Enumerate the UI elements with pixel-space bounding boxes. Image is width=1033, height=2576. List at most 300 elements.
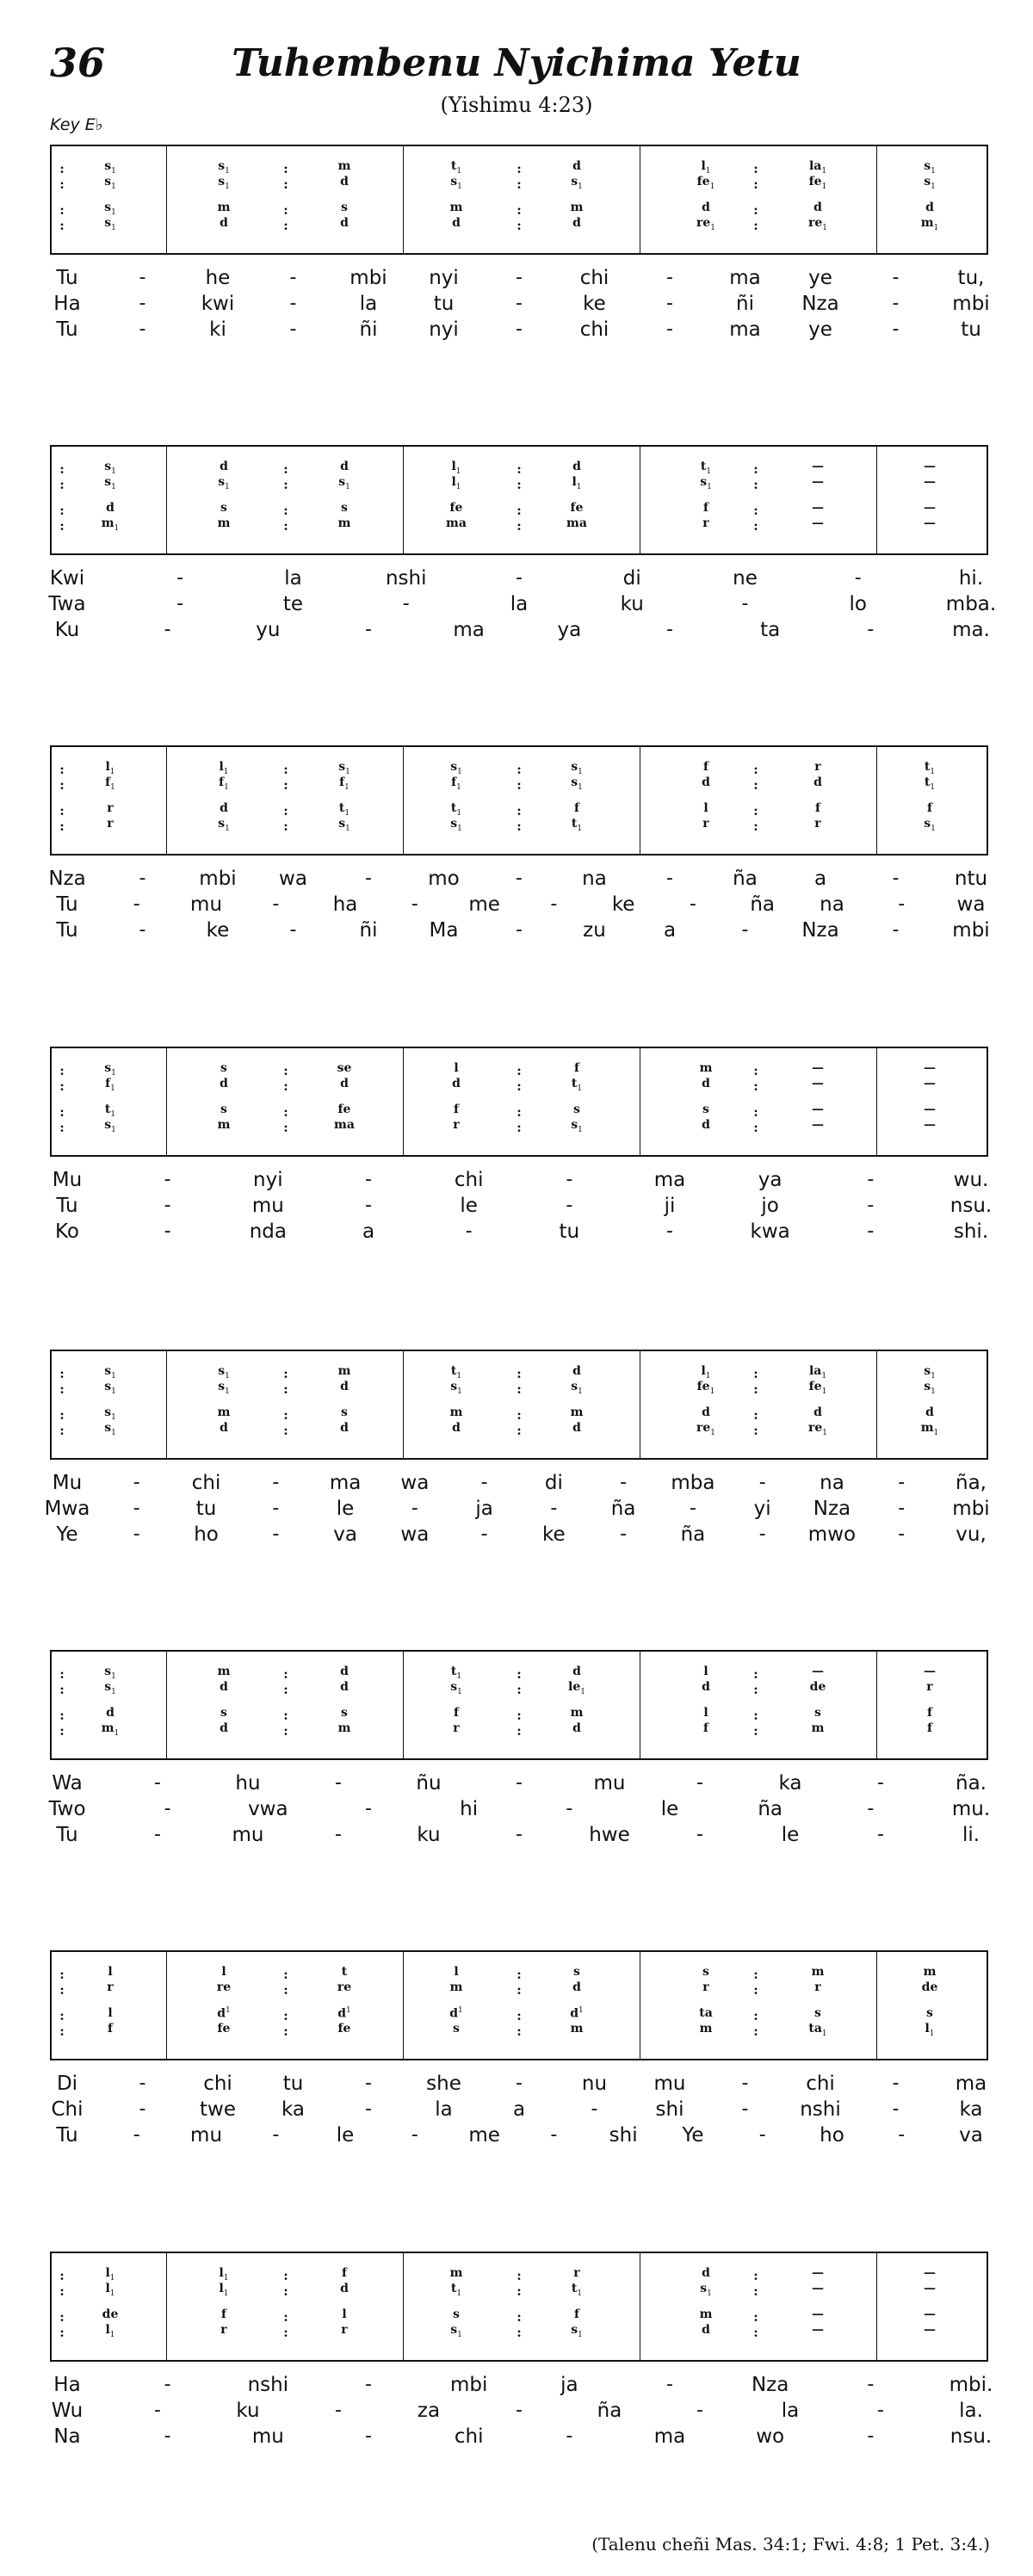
solfa-note: f (573, 2307, 580, 2321)
lyric-hyphen: - (411, 1498, 418, 1519)
solfa-note: $s_1$ (450, 2323, 462, 2339)
lyric-hyphen: - (867, 1220, 875, 1242)
lyric-hyphen: - (133, 1523, 140, 1545)
solfa-note: de (102, 2307, 119, 2321)
solfa-note: d (572, 1421, 581, 1435)
solfa-note: m (570, 1405, 584, 1419)
solfa-note: fe (337, 1103, 351, 1116)
solfa-note: l (703, 1706, 708, 1720)
lyric-syllable: na (582, 868, 607, 890)
lyric-syllable: mu (593, 1772, 626, 1795)
lyric-hyphen: - (139, 2098, 146, 2120)
solfa-note: d (106, 501, 114, 515)
solfa-note: $re_1$ (696, 216, 716, 232)
solfa-note: — (924, 2323, 936, 2337)
beat-colon: : (516, 1407, 522, 1423)
solfa-note: d (702, 1680, 710, 1694)
beat-colon: : (59, 777, 65, 793)
beat-colon: : (283, 1120, 288, 1135)
lyric-syllable: va (333, 1523, 357, 1546)
lyric-hyphen: - (154, 1824, 161, 1845)
solfa-note: l (703, 801, 708, 815)
solfa-note: m (217, 1118, 231, 1132)
lyric-syllable: ku (620, 593, 644, 615)
lyric-hyphen: - (516, 293, 523, 314)
beat-colon: : (516, 1063, 522, 1078)
solfa-note: — (812, 2307, 824, 2321)
solfa-note: r (107, 1980, 114, 1994)
lyric-syllable: Twa (48, 593, 86, 615)
lyric-syllable: la (781, 2400, 800, 2422)
solfa-note: $s_1$ (104, 1405, 116, 1422)
solfa-note: — (812, 1061, 824, 1075)
solfa-note: $l_1$ (572, 475, 582, 491)
solfa-note: s (220, 501, 227, 515)
lyric-syllable: na (820, 893, 844, 916)
lyric-syllable: ña (758, 1798, 782, 1820)
lyric-syllable: ma (329, 1472, 362, 1494)
solfa-note: d (813, 201, 822, 214)
beat-colon: : (283, 218, 288, 233)
solfa-note: d (925, 1405, 934, 1419)
lyric-hyphen: - (272, 1523, 280, 1545)
lyric-syllable: Ku (54, 619, 80, 641)
lyric-hyphen: - (289, 267, 297, 288)
beat-colon: : (753, 1381, 758, 1397)
lyric-syllable: ke (206, 919, 230, 942)
lyric-syllable: mu (251, 2425, 284, 2448)
lyric-syllable: la. (959, 2400, 983, 2422)
solfa-note: — (924, 475, 936, 489)
lyric-syllable: mbi (199, 868, 237, 890)
solfa-note: d (572, 460, 581, 473)
lyric-syllable: ñi (359, 919, 378, 942)
lyric-syllable: mbi (952, 293, 990, 315)
solfa-note: f (702, 1721, 709, 1735)
solfa-note: — (812, 1103, 824, 1116)
solfa-note: $s_1$ (218, 175, 230, 191)
beat-colon: : (516, 1078, 522, 1094)
lyric-syllable: chi (579, 267, 609, 289)
lyric-hyphen: - (411, 2124, 418, 2146)
lyric-syllable: ma (653, 1169, 686, 1191)
lyric-hyphen: - (566, 2425, 573, 2447)
solfa-note: d (220, 216, 228, 230)
beat-colon: : (59, 1682, 65, 1697)
solfa-note: d (340, 460, 349, 473)
solfa-note: r (814, 817, 821, 831)
beat-colon: : (753, 2309, 758, 2325)
lyric-syllable: ma (653, 2425, 686, 2448)
solfa-note: — (924, 1103, 936, 1116)
solfa-note: $d^1$ (570, 2006, 584, 2021)
solfa-note: $s_1$ (104, 175, 116, 191)
solfa-note: m (449, 1980, 463, 1994)
solfa-note: $l_1$ (701, 1364, 711, 1381)
lyric-hyphen: - (867, 619, 875, 640)
solfa-note: $s_1$ (104, 216, 116, 232)
bar-line (876, 1952, 877, 2059)
lyric-hyphen: - (133, 1472, 140, 1493)
lyric-syllable: ña, (956, 1472, 987, 1494)
solfa-note: $t_1$ (571, 1077, 583, 1093)
lyric-syllable: nyi (429, 267, 459, 289)
beat-colon: : (516, 161, 522, 176)
beat-colon: : (516, 1120, 522, 1135)
solfa-staff (50, 1650, 988, 1760)
solfa-note: $s_1$ (218, 1364, 230, 1381)
beat-colon: : (753, 1366, 758, 1381)
solfa-note: $re_1$ (807, 1421, 828, 1437)
lyric-hyphen: - (465, 1220, 473, 1242)
lyric-hyphen: - (666, 619, 673, 640)
beat-colon: : (59, 176, 65, 192)
lyric-syllable: Tu (56, 2124, 78, 2147)
beat-colon: : (516, 1708, 522, 1723)
lyric-syllable: chi (191, 1472, 221, 1494)
lyric-syllable: mu (232, 1824, 264, 1846)
lyrics-block (44, 1472, 990, 1556)
lyric-syllable: nsu. (949, 2425, 993, 2448)
solfa-note: $s_1$ (571, 760, 583, 776)
lyric-hyphen: - (139, 919, 146, 941)
solfa-note: $s_1$ (104, 1364, 116, 1381)
bar-line (403, 1351, 404, 1458)
beat-colon: : (283, 2023, 288, 2039)
lyric-hyphen: - (365, 619, 372, 640)
solfa-note: $t_1$ (571, 817, 583, 833)
solfa-note: $fe_1$ (808, 1380, 827, 1396)
lyric-syllable: Tu (56, 267, 78, 289)
solfa-note: d (702, 201, 710, 214)
solfa-note: $s_1$ (104, 1061, 116, 1078)
solfa-note: $t_1$ (450, 801, 462, 818)
solfa-note: $s_1$ (218, 159, 230, 176)
solfa-note: $fe_1$ (696, 1380, 715, 1396)
lyric-hyphen: - (480, 1523, 488, 1545)
lyric-syllable: ne (733, 567, 758, 590)
lyric-syllable: tu (195, 1498, 217, 1520)
solfa-note: m (811, 1721, 825, 1735)
solfa-note: d (220, 801, 228, 815)
lyric-hyphen: - (566, 1169, 573, 1190)
solfa-note: d (220, 1721, 228, 1735)
solfa-note: $t_1$ (450, 1364, 462, 1381)
beat-colon: : (753, 503, 758, 518)
lyric-syllable: Ma (429, 919, 459, 942)
lyrics-block (50, 269, 988, 351)
lyric-hyphen: - (139, 868, 146, 889)
beat-colon: : (516, 803, 522, 819)
beat-colon: : (283, 1407, 288, 1423)
beat-colon: : (283, 1366, 288, 1381)
lyric-hyphen: - (272, 893, 280, 915)
bar-line (876, 146, 877, 253)
beat-colon: : (516, 2309, 522, 2325)
solfa-note: fe (337, 2022, 351, 2035)
solfa-note: f (926, 801, 933, 815)
lyric-syllable: jo (761, 1195, 779, 1217)
lyric-syllable: tu (433, 293, 455, 315)
lyric-hyphen: - (516, 1772, 523, 1794)
solfa-note: $l_1$ (219, 2282, 229, 2298)
beat-colon: : (516, 777, 522, 793)
lyric-syllable: wa (956, 893, 986, 916)
lyric-syllable: le (781, 1824, 800, 1846)
beat-colon: : (59, 1982, 65, 1998)
solfa-note: $m_1$ (920, 1421, 939, 1437)
lyric-hyphen: - (550, 2124, 558, 2146)
solfa-note: s (453, 2307, 460, 2321)
lyric-syllable: nu (581, 2073, 608, 2095)
solfa-note: m (699, 2022, 713, 2035)
solfa-note: s (453, 2022, 460, 2035)
lyric-hyphen: - (892, 2073, 900, 2094)
solfa-note: m (449, 1405, 463, 1419)
beat-colon: : (59, 803, 65, 819)
beat-colon: : (283, 1982, 288, 1998)
beat-colon: : (516, 461, 522, 477)
solfa-note: r (107, 817, 114, 831)
solfa-note: ma (446, 516, 467, 530)
beat-colon: : (516, 176, 522, 192)
solfa-note: $l_1$ (701, 159, 711, 176)
lyric-syllable: Mu (52, 1472, 83, 1494)
solfa-note: t (341, 1965, 348, 1979)
beat-colon: : (283, 1708, 288, 1723)
beat-colon: : (283, 1682, 288, 1697)
solfa-note: $l_1$ (105, 2323, 115, 2339)
solfa-note: $m_1$ (101, 1721, 120, 1738)
beat-colon: : (753, 1063, 758, 1078)
lyric-hyphen: - (550, 893, 558, 915)
lyric-syllable: Mwa (44, 1498, 90, 1520)
beat-colon: : (283, 477, 288, 492)
solfa-staff (50, 2252, 988, 2362)
lyrics-block (50, 2074, 988, 2157)
solfa-note: $s_1$ (571, 775, 583, 792)
solfa-note: r (814, 1980, 821, 1994)
lyric-hyphen: - (365, 2098, 372, 2120)
lyric-syllable: di (622, 567, 641, 590)
solfa-note: m (699, 2307, 713, 2321)
beat-colon: : (59, 2283, 65, 2299)
lyric-syllable: he (205, 267, 231, 289)
lyric-syllable: Ye (682, 2124, 704, 2147)
hymn-number: 36 (50, 40, 106, 86)
lyric-syllable: hi. (958, 567, 984, 590)
solfa-note: $fe_1$ (808, 175, 827, 191)
lyric-hyphen: - (758, 1472, 766, 1493)
solfa-note: s (220, 1706, 227, 1720)
beat-colon: : (283, 1078, 288, 1094)
lyric-syllable: ya (758, 1169, 782, 1191)
lyric-syllable: Ko (54, 1220, 80, 1243)
beat-colon: : (516, 1423, 522, 1438)
lyric-syllable: li. (962, 1824, 980, 1846)
solfa-note: $m_1$ (920, 216, 939, 232)
key-signature: Key E♭ (50, 115, 103, 134)
lyric-syllable: ntu (954, 868, 988, 890)
solfa-note: $t_1$ (450, 159, 462, 176)
lyric-hyphen: - (272, 1498, 280, 1519)
beat-colon: : (753, 461, 758, 477)
bar-line (876, 1351, 877, 1458)
solfa-note: $re_1$ (696, 1421, 716, 1437)
solfa-note: l (342, 2307, 347, 2321)
lyric-syllable: te (282, 593, 304, 615)
beat-colon: : (283, 2268, 288, 2283)
bar-line (876, 1652, 877, 1758)
lyric-syllable: va (959, 2124, 983, 2147)
lyric-hyphen: - (741, 593, 749, 615)
lyric-syllable: nshi (385, 567, 427, 590)
solfa-note: r (814, 760, 821, 774)
lyric-hyphen: - (620, 1472, 628, 1493)
lyric-syllable: Kwi (49, 567, 85, 590)
lyric-hyphen: - (139, 2073, 146, 2094)
lyric-syllable: vu, (956, 1523, 987, 1546)
solfa-note: — (812, 516, 824, 530)
solfa-note: d (220, 1077, 228, 1090)
bar-line (403, 146, 404, 253)
solfa-note: r (702, 516, 709, 530)
solfa-staff (50, 1350, 988, 1460)
beat-colon: : (283, 518, 288, 534)
solfa-note: $s_1$ (450, 1380, 462, 1396)
lyric-syllable: za (417, 2400, 441, 2422)
lyric-hyphen: - (365, 1195, 372, 1216)
solfa-note: — (812, 2323, 824, 2337)
solfa-note: $s_1$ (700, 475, 712, 491)
lyric-hyphen: - (741, 2098, 749, 2120)
solfa-note: $ta_1$ (808, 2022, 827, 2038)
bar-line (166, 1351, 167, 1458)
lyric-hyphen: - (566, 1195, 573, 1216)
solfa-note: l (703, 1665, 708, 1678)
solfa-note: s (220, 1103, 227, 1116)
solfa-note: d (452, 216, 461, 230)
solfa-note: $l_1$ (105, 2282, 115, 2298)
beat-colon: : (59, 1708, 65, 1723)
beat-colon: : (516, 2283, 522, 2299)
lyric-syllable: Mu (52, 1169, 83, 1191)
lyrics-block (48, 1772, 991, 1856)
solfa-note: $s_1$ (450, 175, 462, 191)
lyric-hyphen: - (877, 1824, 884, 1845)
lyric-syllable: Di (56, 2073, 78, 2095)
solfa-staff (50, 745, 988, 856)
lyric-syllable: nyi (253, 1169, 283, 1191)
solfa-note: s (573, 1965, 580, 1979)
lyric-syllable: ma (955, 2073, 987, 2095)
solfa-note: — (924, 1665, 936, 1678)
lyric-syllable: wo (756, 2425, 785, 2448)
lyric-syllable: shi (655, 2098, 684, 2121)
beat-colon: : (59, 503, 65, 518)
solfa-note: — (812, 2266, 824, 2280)
lyric-hyphen: - (620, 1523, 628, 1545)
bar-line (166, 1048, 167, 1155)
solfa-note: f (220, 2307, 227, 2321)
lyric-hyphen: - (289, 318, 297, 340)
lyric-hyphen: - (666, 318, 673, 340)
lyric-hyphen: - (898, 2124, 906, 2146)
lyric-syllable: Two (48, 1798, 86, 1820)
solfa-note: m (217, 516, 231, 530)
lyric-hyphen: - (480, 1472, 488, 1493)
lyric-syllable: mbi (349, 267, 387, 289)
lyric-hyphen: - (898, 1523, 906, 1545)
lyric-hyphen: - (892, 919, 900, 941)
lyric-hyphen: - (154, 1772, 161, 1794)
lyric-syllable: hi (460, 1798, 479, 1820)
beat-colon: : (753, 777, 758, 793)
solfa-note: d (452, 1421, 461, 1435)
solfa-note: $s_1$ (924, 175, 936, 191)
beat-colon: : (283, 1381, 288, 1397)
beat-colon: : (59, 518, 65, 534)
lyric-hyphen: - (154, 2400, 161, 2421)
lyric-syllable: kwa (750, 1220, 790, 1243)
system (50, 145, 988, 351)
solfa-note: d (925, 201, 934, 214)
solfa-note: fe (217, 2022, 231, 2035)
lyric-hyphen: - (335, 1772, 342, 1794)
lyric-syllable: me (468, 893, 500, 916)
lyric-syllable: wu. (953, 1169, 989, 1191)
solfa-note: $l_1$ (925, 2022, 935, 2038)
beat-colon: : (516, 218, 522, 233)
beat-colon: : (516, 503, 522, 518)
solfa-note: m (337, 159, 351, 173)
lyric-hyphen: - (289, 919, 297, 941)
lyric-hyphen: - (591, 2098, 598, 2120)
solfa-note: m (811, 1965, 825, 1979)
solfa-note: $s_1$ (924, 1380, 936, 1396)
lyric-syllable: a (362, 1220, 375, 1243)
lyric-syllable: ja (475, 1498, 493, 1520)
lyric-syllable: ka (959, 2098, 983, 2121)
beat-colon: : (516, 2023, 522, 2039)
lyric-syllable: mbi. (949, 2374, 993, 2396)
solfa-note: m (449, 201, 463, 214)
lyric-syllable: Nza (813, 1498, 851, 1520)
lyric-syllable: chi (806, 2073, 835, 2095)
lyric-hyphen: - (365, 1798, 372, 1819)
solfa-note: — (812, 1077, 824, 1090)
solfa-note: r (107, 801, 114, 815)
lyric-syllable: a (512, 2098, 526, 2121)
lyric-hyphen: - (139, 318, 146, 340)
solfa-note: d (452, 1077, 461, 1090)
bar-line (876, 1048, 877, 1155)
lyric-hyphen: - (139, 293, 146, 314)
solfa-note: d (220, 1421, 228, 1435)
lyric-syllable: ja (560, 2374, 578, 2396)
beat-colon: : (753, 477, 758, 492)
lyric-hyphen: - (898, 893, 906, 915)
solfa-note: $s_1$ (450, 760, 462, 776)
lyric-hyphen: - (892, 267, 900, 288)
solfa-note: $s_1$ (700, 2282, 712, 2298)
system (44, 1350, 990, 1556)
solfa-note: d (572, 1721, 581, 1735)
lyric-syllable: ta (760, 619, 781, 641)
solfa-note: s (341, 201, 348, 214)
solfa-note: $l_1$ (105, 2266, 115, 2283)
bar-line (166, 447, 167, 553)
